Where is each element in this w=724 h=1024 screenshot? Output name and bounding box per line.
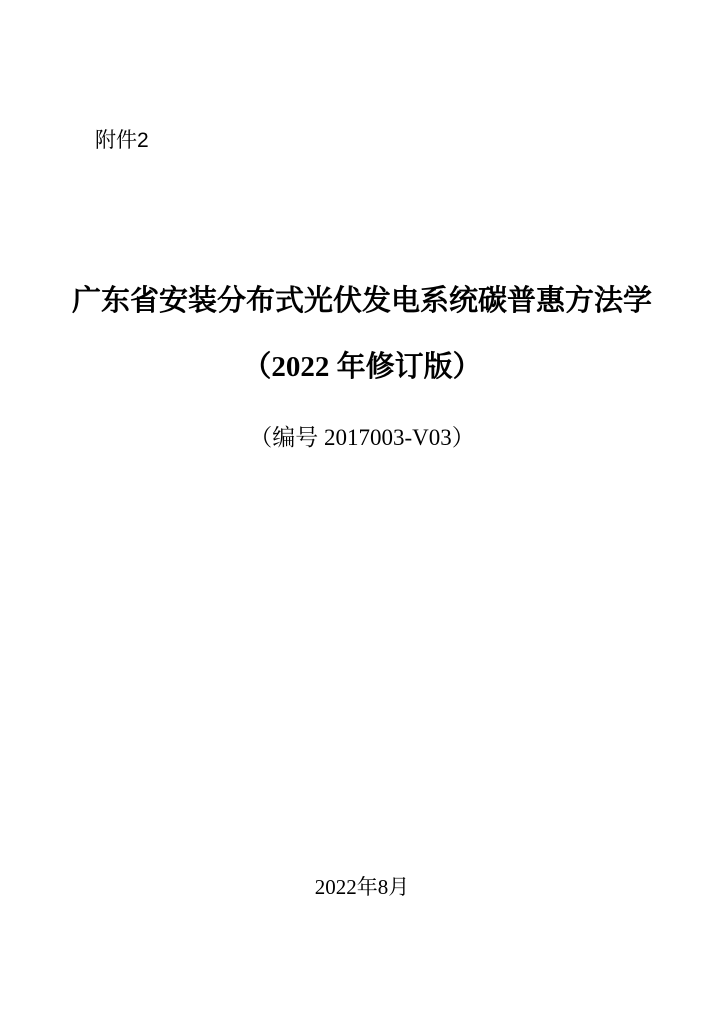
document-number: （编号 2017003-V03） [249,425,475,450]
document-subtitle-revision: （2022 年修订版） [242,351,482,383]
attachment-label: 附件2 [95,129,149,152]
document-date: 2022年8月 [314,875,410,899]
document-title: 广东省安装分布式光伏发电系统碳普惠方法学 [71,285,652,317]
